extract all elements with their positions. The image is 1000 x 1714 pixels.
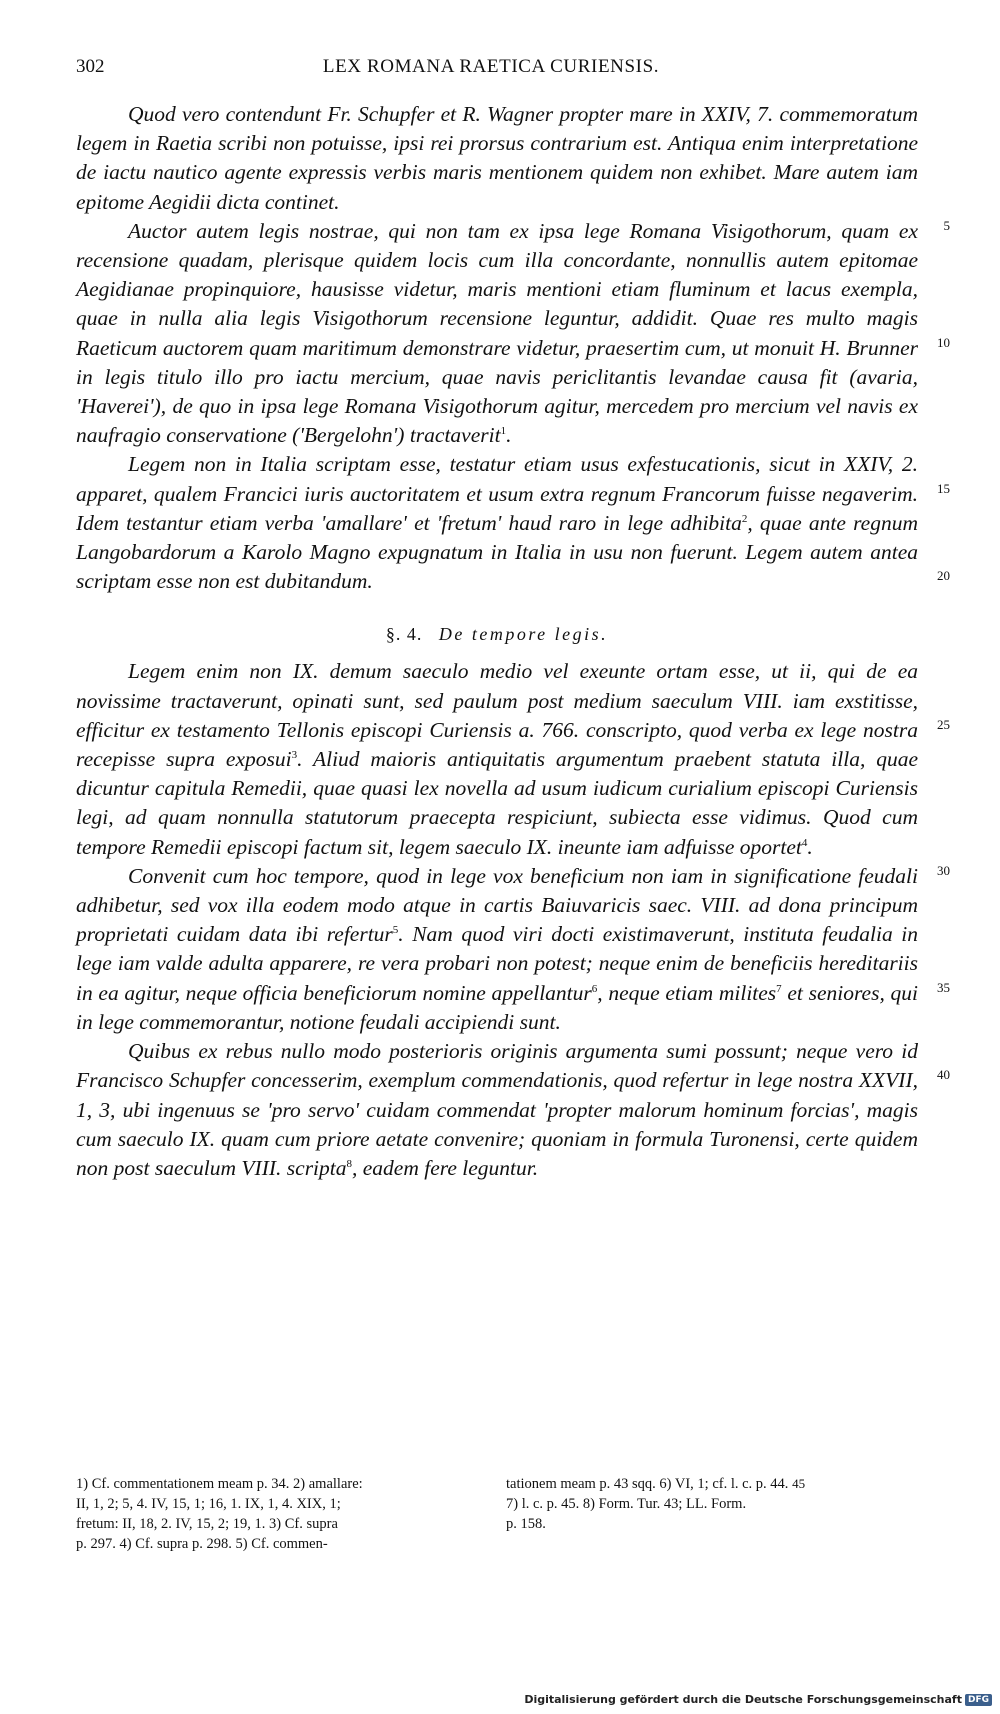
paragraph: Auctor autem legis nostrae, qui non tam ex ipsa lege Romana Visigothorum, quam ex recensione quadam, plerisque quidem locis cum illa concordante, nonnullis autem epitomae Aegidianae propinquiore, hausisse videtur, maris mentioni etiam fluminum et lacus exempla, quae in nulla alia legis Visigothorum recensione leguntur, addidit. Quae res multo magis Raeticum auctorem quam maritimum demonstrare videtur, praesertim cum, ut monuit H. Brunner in legis titulo illo pro iactu mercium, quae navis periclitantis levandae causa fit (avaria, 'Haverei'), de quo in ipsa lege Romana Visigothorum agitur, mercedem pro mercium vel navis ex naufragio conservatione ('Bergelohn') tractaverit$^1$. 10 15 [76, 218, 950, 496]
section-number: §. 4. [385, 624, 423, 645]
footnote-ref: 8 [346, 1157, 353, 1170]
line-number: 15 [937, 480, 950, 496]
paragraph [76, 1037, 950, 1183]
paragraph-text: Legem enim non IX. demum saeculo medio vel exeunte ortam esse, ut ii, qui de ea novissime tractaverunt, opinati sunt, sed paulum post medium saeculum VIII. iam exstitisse, efficitur ex testamento Tellonis episcopi Curiensis a. 766. conscripto, quod verba ex lege nostra recepisse supra exposui [76, 659, 918, 772]
footnote-line: p. 158. [506, 1516, 546, 1532]
paragraph [76, 657, 950, 879]
line-number: 25 [937, 717, 950, 733]
footnote-ref: 7 [776, 982, 782, 995]
paragraph-text: Quibus ex rebus nullo modo posterioris originis argumenta sumi possunt; neque vero id Francisco Schupfer concesserim, exemplum commendationis, quod refertur in lege nostra XXVII, 1, 3, ubi ingenuus se 'pro servo' cuidam commendat 'propter malorum hominum forcias', magis cum saeculo IX. quam cum priore aetate convenire; quoniam in formula Turonensi, certe quidem non post saeculum VIII. scripta [76, 1039, 918, 1180]
paragraph-text: , eadem fere leguntur. [352, 1155, 539, 1180]
footnote-line: 1) Cf. commentationem meam p. 34. 2) amallare: [76, 1476, 363, 1492]
footnote-ref: 2 [741, 512, 748, 525]
line-number: 10 [937, 334, 950, 350]
footnote-ref: 1 [500, 425, 507, 438]
credit-text: Digitalisierung gefördert durch die Deutsche Forschungsgemeinschaft [524, 1693, 962, 1706]
footnotes-column-right [506, 1474, 936, 1534]
paragraph-text: , neque etiam milites [597, 980, 777, 1005]
line-number: 40 [937, 1067, 950, 1083]
paragraph-text: . Nam quod viri docti existimaverunt, instituta feudalia in lege iam valde adulta apparere, re vera probari non potest; neque enim de beneficiis hereditariis in ea agitur, neque officia beneficiorum nomine appellantur [76, 922, 918, 1005]
page-body [76, 100, 950, 1183]
paragraph-text: Auctor autem legis nostrae, qui non tam ex ipsa lege Romana Visigothorum, quam ex recensione quadam, plerisque quidem locis cum illa concordante, nonnullis autem epitomae Aegidianae propinquiore, hausisse videtur, maris mentioni etiam fluminum et lacus exempla, quae in nulla alia legis Visigothorum recensione leguntur, addidit. Quae res multo magis Raeticum auctorem quam maritimum demonstrare videtur, praesertim cum, ut monuit H. Brunner in legis titulo illo pro iactu mercium, quae navis periclitantis levandae causa fit (avaria, 'Haverei'), de quo in ipsa lege Romana Visigothorum agitur, mercedem pro mercium vel navis ex naufragio conservatione ('Bergelohn') tractaverit [76, 218, 918, 448]
paragraph [76, 100, 950, 233]
footnotes-column-left [76, 1474, 496, 1554]
paragraph-text: Quod vero contendunt Fr. Schupfer et R. Wagner propter mare in XXIV, 7. commemoratum legem in Raetia scribi non potuisse, ipsi rei prorsus contrarium est. Antiqua enim interpretatione de iactu nautico agente expressis verbis maris mentionem quidem non exhibet. Mare autem iam epitome Aegidii dicta continet. [76, 102, 918, 214]
paragraph-text: , quae ante regnum Langobardorum a Karolo Magno expugnatum in Italia in usu non fuerunt. Legem autem antea scriptam esse non est dubitandum. [76, 510, 918, 594]
paragraph-text: et seniores, qui in lege commemorantur, notione feudali accipiendi sunt. [76, 980, 918, 1034]
footnote-line: fretum: II, 18, 2. IV, 15, 2; 19, 1. 3) Cf. supra [76, 1516, 338, 1532]
paragraph-text: Convenit cum hoc tempore, quod in lege vox beneficium non iam in significatione feudali adhibetur, sed vox illa eodem modo atque in cartis Baiuvaricis saec. VIII. ad dona principum proprietati cuidam data ibi refertur [76, 863, 918, 947]
footnote-ref: 3 [291, 748, 298, 761]
line-number: 45 [792, 1476, 806, 1491]
footnote-ref: 5 [392, 924, 399, 937]
paragraph-text: . Aliud maioris antiquitatis argumentum praebent statuta illa, quae dicuntur capitula Remedii, quae quasi lex novella ad usum iudicum curialium episcopi Curiensis legi, ad quam nonnulla statutorum praecepta respiciunt, subiecta esse vidimus. Quod cum tempore Remedii episcopi factum sit, legem saeculo IX. ineunte iam adfuisse oportet [76, 747, 919, 859]
section-title: De tempore legis. [438, 624, 609, 645]
section-heading [76, 624, 918, 645]
digitization-credit [524, 1693, 992, 1706]
footnote-line: II, 1, 2; 5, 4. IV, 15, 1; 16, 1. IX, 1, 4. XIX, 1; [76, 1496, 341, 1512]
page-header [76, 56, 906, 86]
footnote-line: p. 297. 4) Cf. supra p. 298. 5) Cf. commen- [76, 1536, 328, 1552]
line-number: 30 [937, 863, 950, 879]
footnote-line: 7) l. c. p. 45. 8) Form. Tur. 43; LL. Form. [506, 1496, 747, 1512]
footnote-ref: 6 [591, 982, 598, 995]
paragraph-text: Legem non in Italia scriptam esse, testatur etiam usus exfestucationis, sicut in XXIV, 2. apparet, qualem Francici iuris auctoritatem et usum extra regnum Francorum fuisse negaverim. Idem testantur etiam verba 'amallare' et 'fretum' haud raro in lege adhibita [76, 452, 918, 535]
dfg-logo: DFG [965, 1694, 992, 1706]
running-title: LEX ROMANA RAETICA CURIENSIS. [322, 56, 660, 77]
footnote-line: tationem meam p. 43 sqq. 6) VI, 1; cf. l. c. p. 44. 45 [506, 1476, 806, 1492]
paragraph-text: . [807, 834, 813, 859]
line-number: 35 [937, 979, 950, 995]
line-number: 20 [937, 568, 950, 584]
line-number: 5 [943, 218, 950, 233]
page-number: 302 [76, 56, 105, 77]
footnote-ref: 4 [801, 836, 808, 849]
